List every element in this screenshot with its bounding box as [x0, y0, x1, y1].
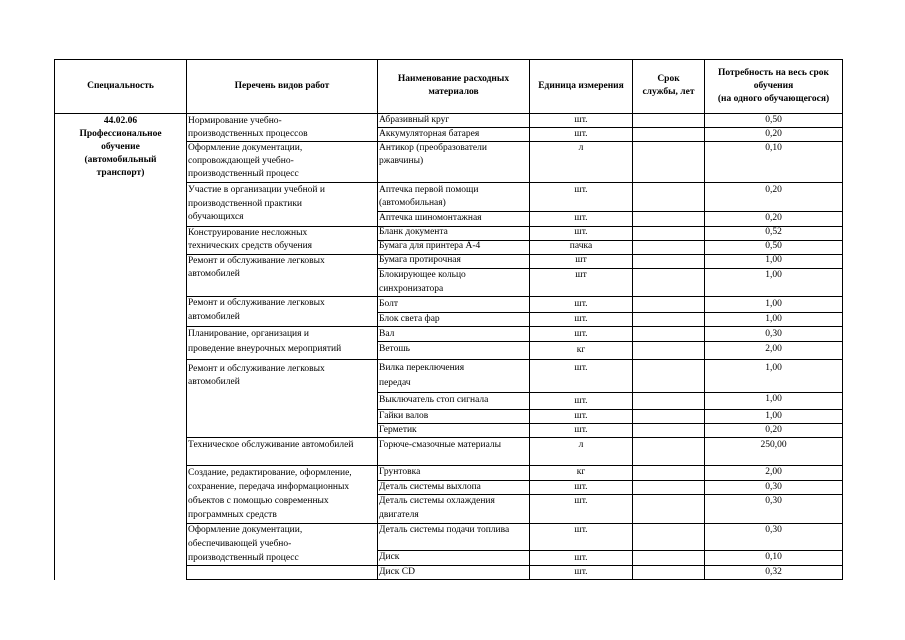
material-need: 0,32 [765, 567, 782, 577]
material-need: 2,00 [765, 344, 782, 354]
material-name: Деталь системы выхлопа [379, 482, 481, 492]
material-unit: шт. [574, 299, 588, 309]
specialty-name-line: обучение [101, 142, 140, 152]
work-item: Создание, редактирование, оформление, [188, 468, 352, 478]
work-item: производственный процесс [188, 553, 299, 563]
material-need: 0,50 [765, 115, 782, 125]
work-item: обучающихся [188, 212, 244, 222]
row-divider [186, 182, 843, 183]
header-need-line3: (на одного обучающегося) [717, 94, 830, 104]
work-item: объектов с помощью современных [188, 496, 329, 506]
material-name: Гайки валов [379, 411, 429, 421]
material-need: 250,00 [760, 440, 787, 450]
material-unit: шт. [574, 329, 588, 339]
material-name: Герметик [379, 425, 417, 435]
material-name: Болт [379, 299, 398, 309]
work-item: сохранение, передача информационных [188, 482, 350, 492]
material-unit: шт [575, 270, 587, 280]
material-unit: пачка [569, 241, 593, 251]
material-name: Аккумуляторная батарея [379, 129, 480, 139]
table-border [842, 59, 843, 580]
material-need: 0,30 [765, 525, 782, 535]
material-unit: шт. [574, 363, 588, 373]
material-need: 0,30 [765, 329, 782, 339]
specialty-code: 44.02.06 [103, 116, 138, 126]
work-item: Ремонт и обслуживание легковых [188, 298, 325, 308]
header-materials-line1: Наименование расходных [397, 74, 510, 84]
material-need: 0,10 [765, 552, 782, 562]
material-unit: шт. [574, 396, 588, 406]
work-item: технических средств обучения [188, 241, 313, 251]
material-unit: шт. [574, 482, 588, 492]
material-name: двигателя [379, 510, 419, 520]
material-name: Аптечка шиномонтажная [379, 213, 482, 223]
material-need: 1,00 [765, 411, 782, 421]
work-item: производственный процесс [188, 169, 299, 179]
header-need-line2: обучения [753, 81, 794, 91]
material-name: Аптечка первой помощи [379, 185, 479, 195]
work-item: программных средств [188, 510, 277, 520]
material-need: 0,20 [765, 185, 782, 195]
material-need: 1,00 [765, 270, 782, 280]
material-unit: кг [576, 345, 586, 355]
work-item: сопровождающей учебно- [188, 156, 294, 166]
material-unit: шт. [574, 185, 588, 195]
specialty-name-line: (автомобильный [84, 155, 157, 165]
material-need: 2,00 [765, 467, 782, 477]
material-unit: шт. [574, 525, 588, 535]
header-specialty: Специальность [87, 81, 154, 91]
material-unit: шт [575, 255, 587, 265]
work-item: Планирование, организация и [188, 329, 309, 339]
row-divider [186, 359, 843, 360]
material-name: (автомобильная) [379, 198, 446, 208]
material-name: Деталь системы подачи топлива [379, 525, 510, 535]
material-need: 0,50 [765, 241, 782, 251]
material-name: Диск CD [379, 567, 415, 577]
material-unit: шт. [574, 425, 588, 435]
material-name: Блокирующее кольцо [379, 270, 466, 280]
work-item: Оформление документации, [188, 525, 303, 535]
material-unit: л [578, 440, 584, 450]
material-need: 0,10 [765, 143, 782, 153]
material-name: Вал [379, 329, 395, 339]
material-name: Бумага протирочная [379, 255, 461, 265]
material-name: Бумага для принтера А-4 [379, 241, 481, 251]
work-item: обеспечивающей учебно- [188, 539, 292, 549]
work-item: Оформление документации, [188, 143, 303, 153]
material-unit: л [578, 143, 584, 153]
material-need: 1,00 [765, 255, 782, 265]
material-name: Грунтовка [379, 467, 421, 477]
material-name: ржавчины) [379, 156, 424, 166]
table-border [186, 59, 187, 580]
header-works: Перечень видов работ [234, 81, 330, 91]
material-need: 0,52 [765, 227, 782, 237]
material-unit: шт. [574, 129, 588, 139]
material-need: 1,00 [765, 299, 782, 309]
work-item: автомобилей [188, 312, 240, 322]
specialty-name-line: Профессиональное [79, 129, 162, 139]
material-need: 1,00 [765, 394, 782, 404]
material-unit: кг [576, 467, 586, 477]
material-unit: шт. [574, 314, 588, 324]
work-item: производственной практики [188, 199, 303, 209]
work-item: производственных процессов [188, 129, 308, 139]
work-item: проведение внеурочных мероприятий [188, 344, 342, 354]
material-unit: шт. [574, 213, 588, 223]
header-unit: Единица измерения [538, 81, 624, 91]
work-item: Конструирование несложных [188, 228, 308, 238]
material-unit: шт. [574, 567, 588, 577]
material-unit: шт. [574, 411, 588, 421]
material-name: Выключатель стоп сигнала [379, 395, 489, 405]
work-item: автомобилей [188, 377, 240, 387]
material-need: 0,30 [765, 496, 782, 506]
work-item: Ремонт и обслуживание легковых [188, 256, 325, 266]
material-name: Антикор (преобразователи [379, 143, 487, 153]
material-name: Деталь системы охлаждения [379, 496, 495, 506]
specialty-name-line: транспорт) [96, 168, 145, 178]
work-item: Участие в организации учебной и [188, 185, 325, 195]
material-name: Диск [379, 552, 400, 562]
material-name: Абразивный круг [379, 115, 450, 125]
material-name: Горюче-смазочные материалы [379, 440, 502, 450]
material-need: 1,00 [765, 363, 782, 373]
header-need-line1: Потребность на весь срок [718, 68, 829, 78]
material-unit: шт. [574, 115, 588, 125]
material-unit: шт. [574, 227, 588, 237]
table-border [377, 59, 378, 580]
table-border [54, 59, 843, 60]
material-unit: шт. [574, 553, 588, 563]
header-materials-line2: материалов [428, 87, 479, 97]
material-name: синхронизатора [379, 284, 444, 294]
material-need: 1,00 [765, 314, 782, 324]
header-term-line1: Срок [657, 74, 680, 84]
work-item: Техническое обслуживание автомобилей [188, 440, 354, 450]
material-unit: шт. [574, 496, 588, 506]
header-term-line2: службы, лет [642, 87, 695, 97]
material-need: 0,20 [765, 129, 782, 139]
material-need: 0,20 [765, 425, 782, 435]
material-name: передач [379, 378, 411, 388]
material-name: Ветошь [379, 344, 410, 354]
material-name: Бланк документа [379, 227, 448, 237]
material-name: Вилка переключения [379, 363, 465, 373]
table-border [632, 59, 633, 580]
work-item: Нормирование учебно- [188, 116, 282, 126]
work-item: автомобилей [188, 269, 240, 279]
material-need: 0,20 [765, 213, 782, 223]
work-item: Ремонт и обслуживание легковых [188, 364, 325, 374]
material-need: 0,30 [765, 482, 782, 492]
material-name: Блок света фар [379, 314, 440, 324]
